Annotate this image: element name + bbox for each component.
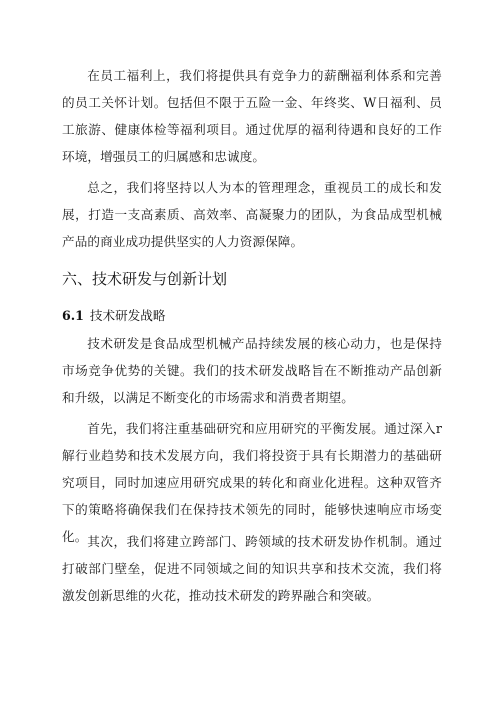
- paragraph-rd-first: 首先，我们将注重基础研究和应用研究的平衡发展。通过深入r解行业趋势和技术发展方向，我们将投资于具有长期潜力的基础研究项目，同时加速应用研究成果的转化和商业化进程。这种双管齐下的策略将确保我们在保持技术领先的同时，能够快速响应市场变化。: [62, 421, 442, 544]
- paragraph-summary: 总之，我们将坚持以人为本的管理理念，重视员工的成长和发展，打造一支高素质、高效率、高凝聚力的团队，为食品成型机械产品的商业成功提供坚实的人力资源保障。: [62, 180, 442, 249]
- paragraph-rd-second: 其次，我们将建立跨部门、跨领域的技术研发协作机制。通过打破部门壁垒，促进不同领域之间的知识共享和技术交流，我们将激发创新思维的火花，推动技术研发的跨界融合和突破。: [62, 534, 442, 603]
- paragraph-employee-benefits: 在员工福利上，我们将提供具有竞争力的薪酬福利体系和完善的员工关怀计划。包括但不限于五险一金、年终奖、W日福利、员工旅游、健康体检等福利项目。通过优厚的福利待遇和良好的工作环境，增强员工的归属感和忠诚度。: [62, 68, 442, 164]
- subsection-number: 6.1: [62, 308, 84, 323]
- subsection-heading: [62, 305, 165, 324]
- section-heading: 六、技术研发与创新计划: [62, 270, 228, 288]
- subsection-title: 技术研发战略: [89, 308, 166, 323]
- paragraph-rd-intro: 技术研发是食品成型机械产品持续发展的核心动力，也是保持市场竞争优势的关键。我们的技术研发战略旨在不断推动产品创新和升级，以满足不断变化的市场需求和消费者期望。: [62, 336, 442, 405]
